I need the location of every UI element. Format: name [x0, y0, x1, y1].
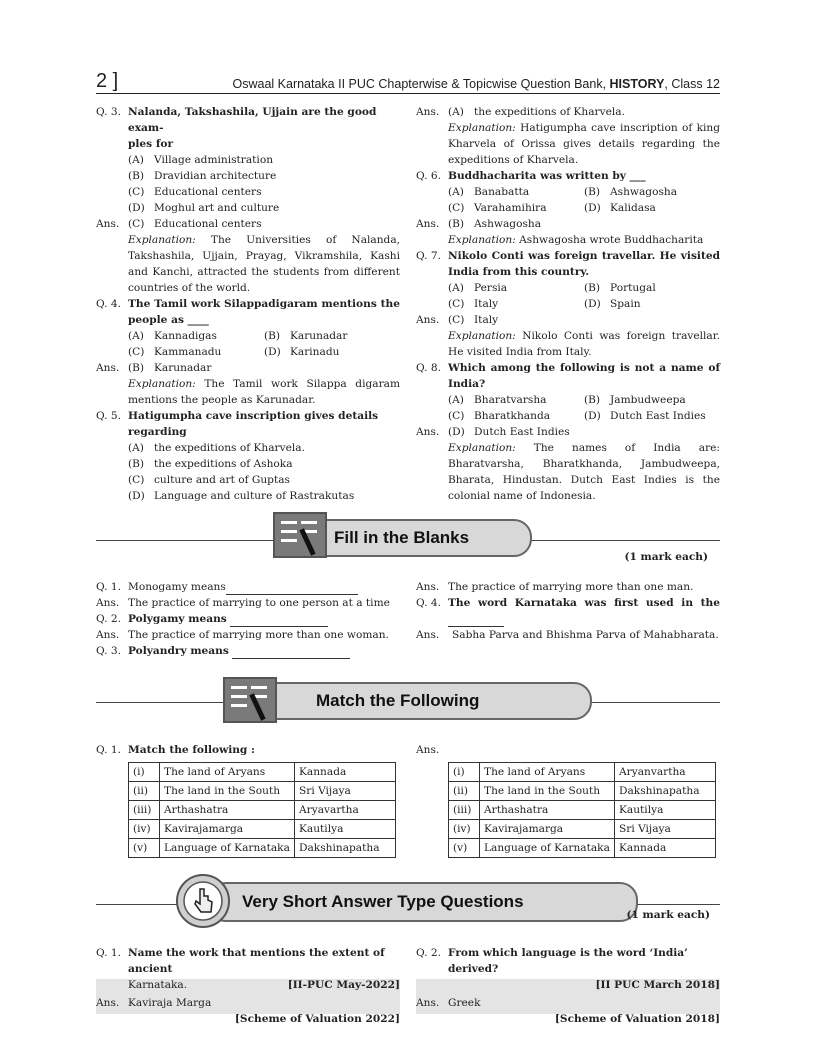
answer-q3: Ans. (C) Educational centers	[96, 218, 262, 230]
fill-blanks-left	[96, 579, 400, 659]
option: (A) the expeditions of Kharvela.	[128, 442, 305, 454]
answer-q8: Ans. (D) Dutch East Indies	[416, 426, 570, 438]
fb-question-3: Q. 3. Polyandry means	[96, 643, 400, 659]
option: (A) Village administration	[128, 154, 274, 166]
option: (D) Moghul art and culture	[128, 202, 280, 214]
match-answer-label: Ans.	[416, 744, 440, 756]
table-row: (iv) Kavirajamarga Sri Vijaya	[449, 820, 716, 839]
table-row: (ii) The land in the South Sri Vijaya	[129, 782, 396, 801]
option-row: (C) Kammanadu (D) Karinadu	[128, 346, 340, 358]
list-pen-icon	[223, 677, 277, 723]
question-q3: Q. 3. Nalanda, Takshashila, Ujjain are the good exam- ples for	[96, 106, 377, 150]
question-q8: Q. 8. Which among the following is not a name of India?	[416, 362, 720, 390]
option-row: (A) Kannadigas (B) Karunadar	[128, 330, 348, 342]
table-row: (iii) Arthashatra Aryavartha	[129, 801, 396, 820]
section-banner-vsa: Very Short Answer Type Questions	[208, 882, 638, 922]
option: (C) Educational centers	[128, 186, 262, 198]
option-row: (C) Italy (D) Spain	[448, 298, 641, 310]
page-number: 2 ]	[96, 70, 119, 92]
table-row: (iv) Kavirajamarga Kautilya	[129, 820, 396, 839]
header-rule	[96, 93, 720, 94]
answer-q4: Ans. (B) Karunadar	[96, 362, 212, 374]
option-row: (A) Bharatvarsha (B) Jambudweepa	[448, 394, 686, 406]
question-q6: Q. 6. Buddhacharita was written by ___	[416, 170, 646, 182]
fb-question-2: Q. 2. Polygamy means	[96, 611, 400, 627]
option-row: (A) Banabatta (B) Ashwagosha	[448, 186, 678, 198]
fb-answer-2: Ans. The practice of marrying more than one woman.	[96, 629, 389, 641]
mcq-right-column	[416, 104, 720, 504]
match-answer-table	[448, 762, 716, 858]
option-row: (C) Varahamihira (D) Kalidasa	[448, 202, 656, 214]
table-row: (i) The land of Aryans Kannada	[129, 763, 396, 782]
option: (B) Dravidian architecture	[128, 170, 277, 182]
explanation-q7: Explanation: Nikolo Conti was foreign travellar. He visited India from Italy.	[448, 330, 720, 358]
option-row: (A) Persia (B) Portugal	[448, 282, 656, 294]
option: (C) culture and art of Guptas	[128, 474, 290, 486]
answer-q6: Ans. (B) Ashwagosha	[416, 218, 542, 230]
fb-answer-3: Ans. The practice of marrying more than one man.	[416, 581, 694, 593]
list-pen-icon	[273, 512, 327, 558]
option: (B) the expeditions of Ashoka	[128, 458, 293, 470]
question-q4: Q. 4. The Tamil work Silappadigaram mentions the people as ____	[96, 298, 400, 326]
section-banner-match: Match the Following	[246, 682, 592, 720]
fb-question-4: Q. 4. The word Karnataka was first used in the	[416, 597, 720, 609]
running-header: Oswaal Karnataka II PUC Chapterwise & Topicwise Question Bank, HISTORY, Class 12	[232, 77, 720, 91]
hand-pointer-icon	[176, 874, 230, 928]
answer-q5: Ans. (A) the expeditions of Kharvela.	[416, 106, 625, 118]
question-q7: Q. 7. Nikolo Conti was foreign travellar. He visited India from this country.	[416, 250, 720, 278]
explanation-q3: Explanation: The Universities of Nalanda, Takshashila, Ujjain, Prayag, Vikramshila, Kashi and Kanchi, attracted the students from different countries of the world.	[128, 234, 400, 294]
fb-answer-1: Ans. The practice of marrying to one person at a time	[96, 597, 390, 609]
question-q5: Q. 5. Hatigumpha cave inscription gives details regarding	[96, 410, 379, 438]
marks-note: (1 mark each)	[624, 551, 708, 563]
table-row: (ii) The land in the South Dakshinapatha	[449, 782, 716, 801]
explanation-q6: Explanation: Ashwagosha wrote Buddhacharita	[448, 234, 704, 246]
option-row: (C) Bharatkhanda (D) Dutch East Indies	[448, 410, 706, 422]
mcq-left-column	[96, 104, 400, 504]
vsa-q1: Q. 1. Name the work that mentions the extent of ancient Karnataka. [II-PUC May-2022] Ans. Kaviraja Marga [Scheme of Valuation 2022]	[96, 947, 400, 1025]
explanation-q4: Explanation: The Tamil work Silappa digaram mentions the people as Karunadar.	[128, 378, 400, 406]
table-row: (iii) Arthashatra Kautilya	[449, 801, 716, 820]
fb-question-1: Q. 1. Monogamy means	[96, 579, 400, 595]
section-banner-fill-blanks: Fill in the Blanks	[296, 519, 532, 557]
fill-blanks-right	[416, 579, 720, 643]
explanation-q5: Explanation: Hatigumpha cave inscription of king Kharvela of Orissa gives details regarding the expeditions of Kharvela.	[448, 122, 720, 166]
marks-note: (1 mark each)	[626, 909, 710, 921]
match-question: Q. 1. Match the following :	[96, 744, 255, 756]
option: (D) Language and culture of Rastrakutas	[128, 490, 355, 502]
explanation-q8: Explanation: The names of India are: Bharatvarsha, Bharatkhanda, Jambudweepa, Bharata, Hindustan. Dutch East Indies is the colonial name of Indonesia.	[448, 442, 721, 502]
table-row: (v) Language of Karnataka Kannada	[449, 839, 716, 858]
table-row: (v) Language of Karnataka Dakshinapatha	[129, 839, 396, 858]
vsa-q2: Q. 2. From which language is the word ‘India’ derived? [II PUC March 2018] Ans. Greek [Scheme of Valuation 2018]	[416, 947, 720, 1025]
answer-q7: Ans. (C) Italy	[416, 314, 499, 326]
table-row: (i) The land of Aryans Aryanvartha	[449, 763, 716, 782]
fb-answer-4: Ans. Sabha Parva and Bhishma Parva of Mahabharata.	[416, 629, 719, 641]
match-question-table	[128, 762, 396, 858]
